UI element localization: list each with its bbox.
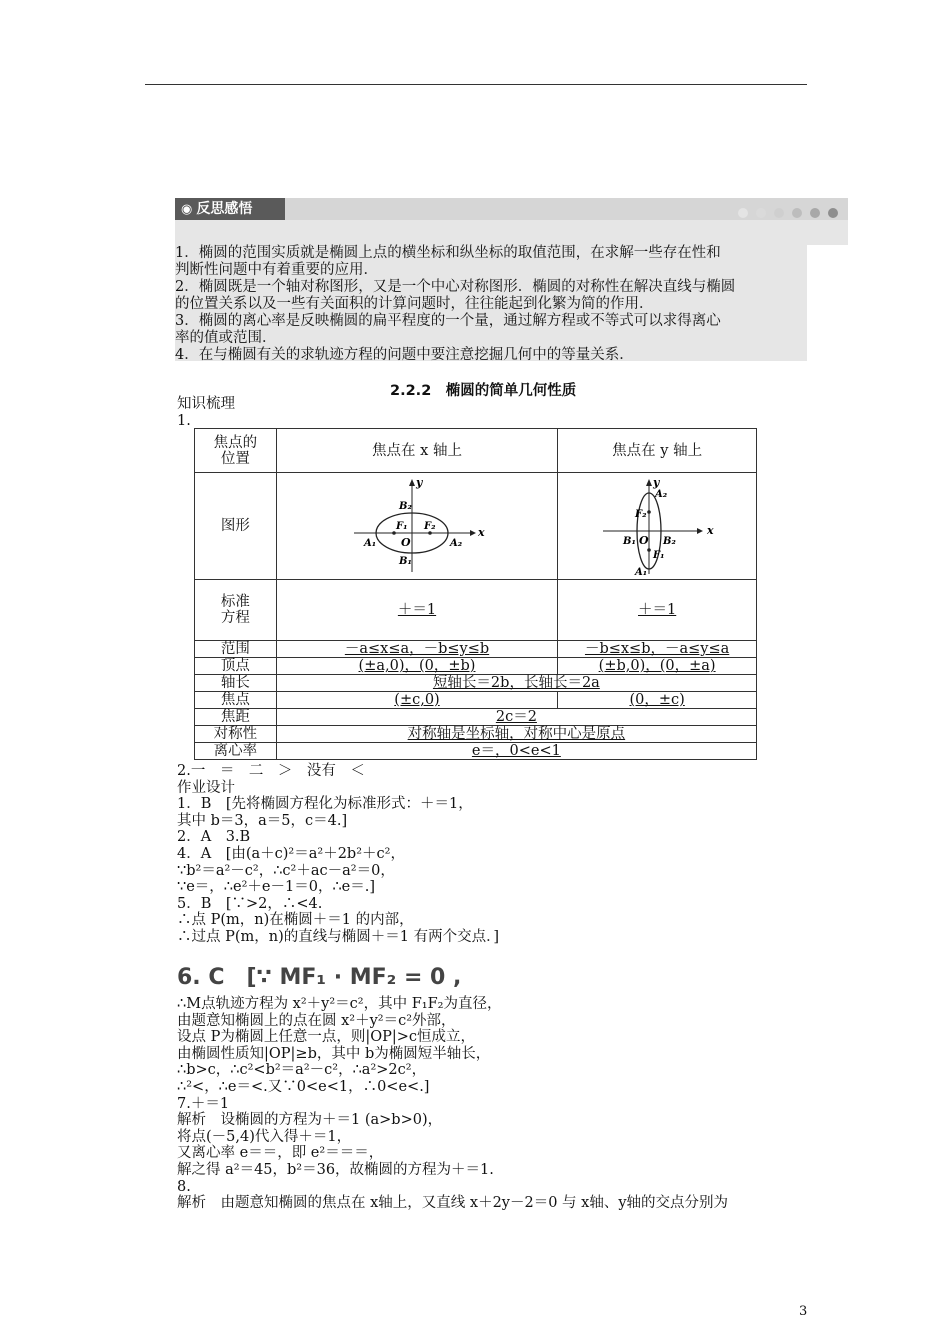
fig-f1-label: F₁ (396, 521, 408, 532)
fig-origin-label: O (639, 534, 649, 547)
header-focus-position: 焦点的 位置 (195, 429, 277, 473)
top-rule (145, 84, 807, 85)
row-label: 轴长 (195, 675, 277, 692)
reflection-box (175, 245, 807, 361)
text-line: 8. (177, 1178, 191, 1195)
fig-a1-label: A₁ (635, 567, 648, 578)
focus-x-text: (±c,0) (394, 692, 440, 708)
symmetry (276, 726, 756, 743)
banner-shadow (175, 220, 848, 245)
equation-x-text: ＋＝1 (397, 602, 437, 618)
text-line: 其中 b＝3，a＝5，c＝4.] (177, 812, 348, 829)
fig-a2-label: A₂ (450, 538, 463, 549)
eccentricity (276, 743, 756, 760)
text-line: 5．B [∵>2，∴<4. (177, 895, 323, 912)
banner-dot (738, 208, 748, 218)
fig-f2-label: F₂ (635, 509, 647, 520)
focus-y-text: (0，±c) (629, 692, 685, 708)
banner-dot (792, 208, 802, 218)
text-line: 2．A 3.B (177, 829, 251, 846)
focal-distance (276, 709, 756, 726)
vertex-x-text: (±a,0)，(0，±b) (358, 658, 476, 674)
row-label: 焦距 (195, 709, 277, 726)
fig-f1-label: F₁ (653, 550, 665, 561)
reflection-line: 3．椭圆的离心率是反映椭圆的扁平程度的一个量，通过解方程或不等式可以求得离心 (175, 313, 721, 329)
text-line: ∴²<，∴e＝<.又∵0<e<1，∴0<e<.] (177, 1078, 430, 1095)
row-label: 离心率 (195, 743, 277, 760)
text-line: 4．A [由(a＋c)²＝a²＋2b²＋c²， (177, 845, 405, 862)
header-y-axis: 焦点在 y 轴上 (558, 429, 757, 473)
banner-dot (756, 208, 766, 218)
focus-x (276, 692, 557, 709)
fig-a2-label: A₂ (655, 489, 668, 500)
row-label: 范围 (195, 641, 277, 658)
text-line: 将点(－5,4)代入得＋＝1， (177, 1128, 352, 1145)
figure-label: 图形 (195, 473, 277, 580)
text-line: 解析 由题意知椭圆的焦点在 x轴上，又直线 x＋2y－2＝0 与 x轴、y轴的交点分别为 (177, 1195, 729, 1212)
section-title: 2.2.2 椭圆的简单几何性质 (390, 383, 577, 399)
axis-length-text: 短轴长＝2b，长轴长＝2a (432, 675, 600, 691)
fig-x-label: x (707, 524, 714, 537)
reflection-line: 2．椭圆既是一个轴对称图形，又是一个中心对称图形．椭圆的对称性在解决直线与椭圆 (175, 279, 736, 295)
figure-y-ellipse (558, 473, 757, 580)
axis-length (276, 675, 756, 692)
horizontal-ellipse-diagram (352, 476, 485, 576)
banner-label: 反思感悟 (196, 201, 253, 217)
text-line: 作业设计 (177, 779, 235, 796)
text-line: ∴过点 P(m，n)的直线与椭圆＋＝1 有两个交点．] (177, 928, 500, 945)
text-line: ∴b>c，∴c²<b²＝a²－c²，∴a²>2c²， (177, 1062, 427, 1079)
text-line: ∴点 P(m，n)在椭圆＋＝1 的内部， (177, 912, 414, 929)
fig-a1-label: A₁ (364, 538, 377, 549)
equation-label: 标准 方程 (195, 580, 277, 641)
text-line: 由题意知椭圆上的点在圆 x²＋y²＝c²外部， (177, 1012, 456, 1029)
reflection-banner (175, 198, 848, 220)
header-x-axis: 焦点在 x 轴上 (276, 429, 557, 473)
text-line: 设点 P为椭圆上任意一点，则|OP|>c恒成立， (177, 1029, 476, 1046)
figure-x-ellipse (276, 473, 557, 580)
banner-dot (774, 208, 784, 218)
row-label: 焦点 (195, 692, 277, 709)
equation-y-text: ＋＝1 (638, 602, 677, 618)
reflection-line: 的位置关系以及一些有关面积的计算问题时，往往能起到化繁为简的作用． (175, 296, 654, 312)
equation-y (558, 580, 757, 641)
zhishi-heading: 知识梳理 (177, 396, 235, 412)
vertex-y (558, 658, 757, 675)
range-x (276, 641, 557, 658)
item-1: 1. (177, 413, 191, 429)
vertex-y-text: (±b,0)，(0，±a) (598, 658, 716, 674)
range-x-text: －a≤x≤a，－b≤y≤b (344, 641, 490, 657)
page-number: 3 (799, 1304, 808, 1319)
range-y-text: －b≤x≤b，－a≤y≤a (584, 641, 730, 657)
text-line: 解析 设椭圆的方程为＋＝1 (a>b>0)， (177, 1112, 443, 1129)
fig-b2-label: B₂ (663, 536, 676, 547)
text-line: 2.一 ＝ 二 ＞ 没有 ＜ (177, 763, 365, 779)
answer-lines-a (177, 763, 499, 946)
fig-x-label: x (478, 526, 485, 539)
fig-b1-label: B₁ (623, 536, 636, 547)
equation-x (276, 580, 557, 641)
row-label: 对称性 (195, 726, 277, 743)
fig-y-label: y (653, 476, 660, 489)
fig-origin-label: O (401, 536, 411, 549)
vertex-x (276, 658, 557, 675)
reflection-line: 1．椭圆的范围实质就是椭圆上点的横坐标和纵坐标的取值范围，在求解一些存在性和 (175, 245, 721, 261)
fig-f2-label: F₂ (424, 521, 436, 532)
text-line: 解之得 a²＝45，b²＝36，故椭圆的方程为＋＝1. (177, 1161, 494, 1178)
ellipse-properties-table (194, 428, 757, 760)
focal-distance-text: 2c＝2 (495, 709, 537, 725)
text-line: ∵e＝，∴e²＋e－1＝0，∴e＝.] (177, 879, 376, 896)
row-label: 顶点 (195, 658, 277, 675)
text-line: 1．B [先将椭圆方程化为标准形式：＋＝1， (177, 796, 473, 813)
answer-lines-b (177, 996, 728, 1212)
fig-y-label: y (416, 476, 423, 489)
item-6-image-text: 6. C [∵ MF₁ · MF₂ = 0 , (177, 965, 462, 990)
reflection-line: 率的值或范围． (175, 330, 277, 346)
range-y (558, 641, 757, 658)
text-line: ∴M点轨迹方程为 x²＋y²＝c²，其中 F₁F₂为直径， (177, 996, 502, 1012)
circle-dot-icon: ◉ (181, 202, 193, 217)
banner-dot (828, 208, 838, 218)
eccentricity-text: e＝，0<e<1 (471, 743, 561, 759)
banner-dot (810, 208, 820, 218)
reflection-line: 判断性问题中有着重要的应用． (175, 262, 378, 278)
reflection-line: 4．在与椭圆有关的求轨迹方程的问题中要注意挖掘几何中的等量关系． (175, 347, 634, 363)
text-line: ∵b²＝a²－c²，∴c²＋ac－a²＝0， (177, 862, 395, 879)
text-line: 又离心率 e＝＝，即 e²＝＝＝， (177, 1145, 384, 1162)
vertical-ellipse-diagram (597, 476, 717, 576)
banner-tag (175, 198, 285, 220)
fig-b1-label: B₁ (399, 556, 412, 567)
symmetry-text: 对称轴是坐标轴，对称中心是原点 (407, 726, 626, 742)
text-line: 由椭圆性质知|OP|≥b，其中 b为椭圆短半轴长， (177, 1045, 491, 1062)
fig-b2-label: B₂ (399, 501, 412, 512)
text-line: 7.＋＝1 (177, 1095, 230, 1112)
focus-y (558, 692, 757, 709)
